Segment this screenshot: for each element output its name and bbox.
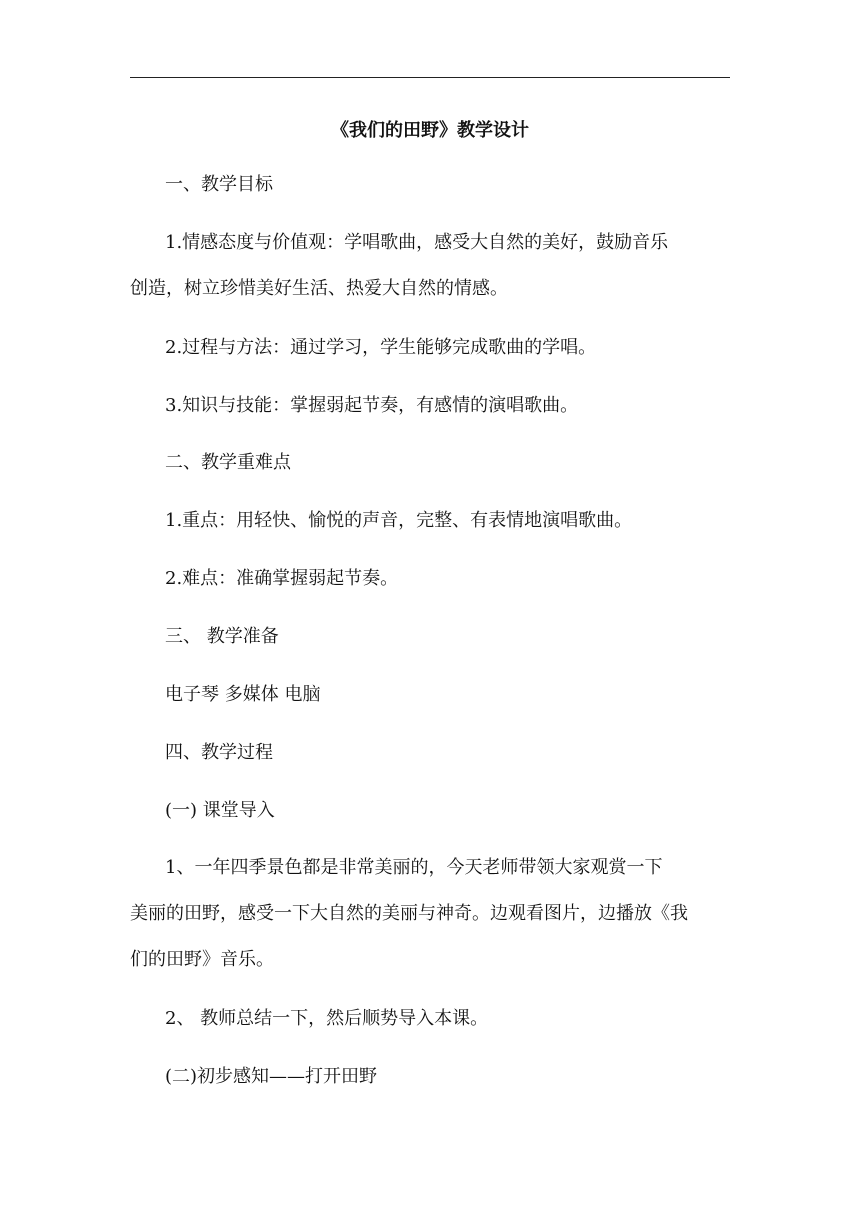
intro-paragraph-1-line-1: 1、一年四季景色都是非常美丽的，今天老师带领大家观赏一下: [165, 857, 663, 878]
section-heading-preparation: 三、 教学准备: [165, 626, 279, 647]
header-rule: [130, 77, 730, 78]
objective-3: 3.知识与技能：掌握弱起节奏，有感情的演唱歌曲。: [165, 395, 579, 416]
key-point-1: 1.重点：用轻快、愉悦的声音，完整、有表情地演唱歌曲。: [165, 510, 633, 531]
intro-paragraph-1-line-2: 美丽的田野，感受一下大自然的美丽与神奇。边观看图片，边播放《我: [130, 903, 688, 924]
subsection-perception: (二)初步感知——打开田野: [165, 1066, 378, 1087]
intro-paragraph-1-line-3: 们的田野》音乐。: [130, 949, 274, 970]
objective-2: 2.过程与方法：通过学习，学生能够完成歌曲的学唱。: [165, 337, 597, 358]
subsection-intro: (一) 课堂导入: [165, 800, 275, 821]
section-heading-key-points: 二、教学重难点: [165, 452, 291, 473]
objective-1-line-1: 1.情感态度与价值观：学唱歌曲，感受大自然的美好，鼓励音乐: [165, 232, 669, 253]
document-title: 《我们的田野》教学设计: [331, 120, 529, 141]
intro-paragraph-2: 2、 教师总结一下，然后顺势导入本课。: [165, 1008, 489, 1029]
section-heading-objectives: 一、教学目标: [165, 174, 273, 195]
preparation-content: 电子琴 多媒体 电脑: [165, 684, 321, 705]
key-point-2: 2.难点：准确掌握弱起节奏。: [165, 568, 399, 589]
section-heading-process: 四、教学过程: [165, 742, 273, 763]
objective-1-line-2: 创造，树立珍惜美好生活、热爱大自然的情感。: [130, 278, 508, 299]
